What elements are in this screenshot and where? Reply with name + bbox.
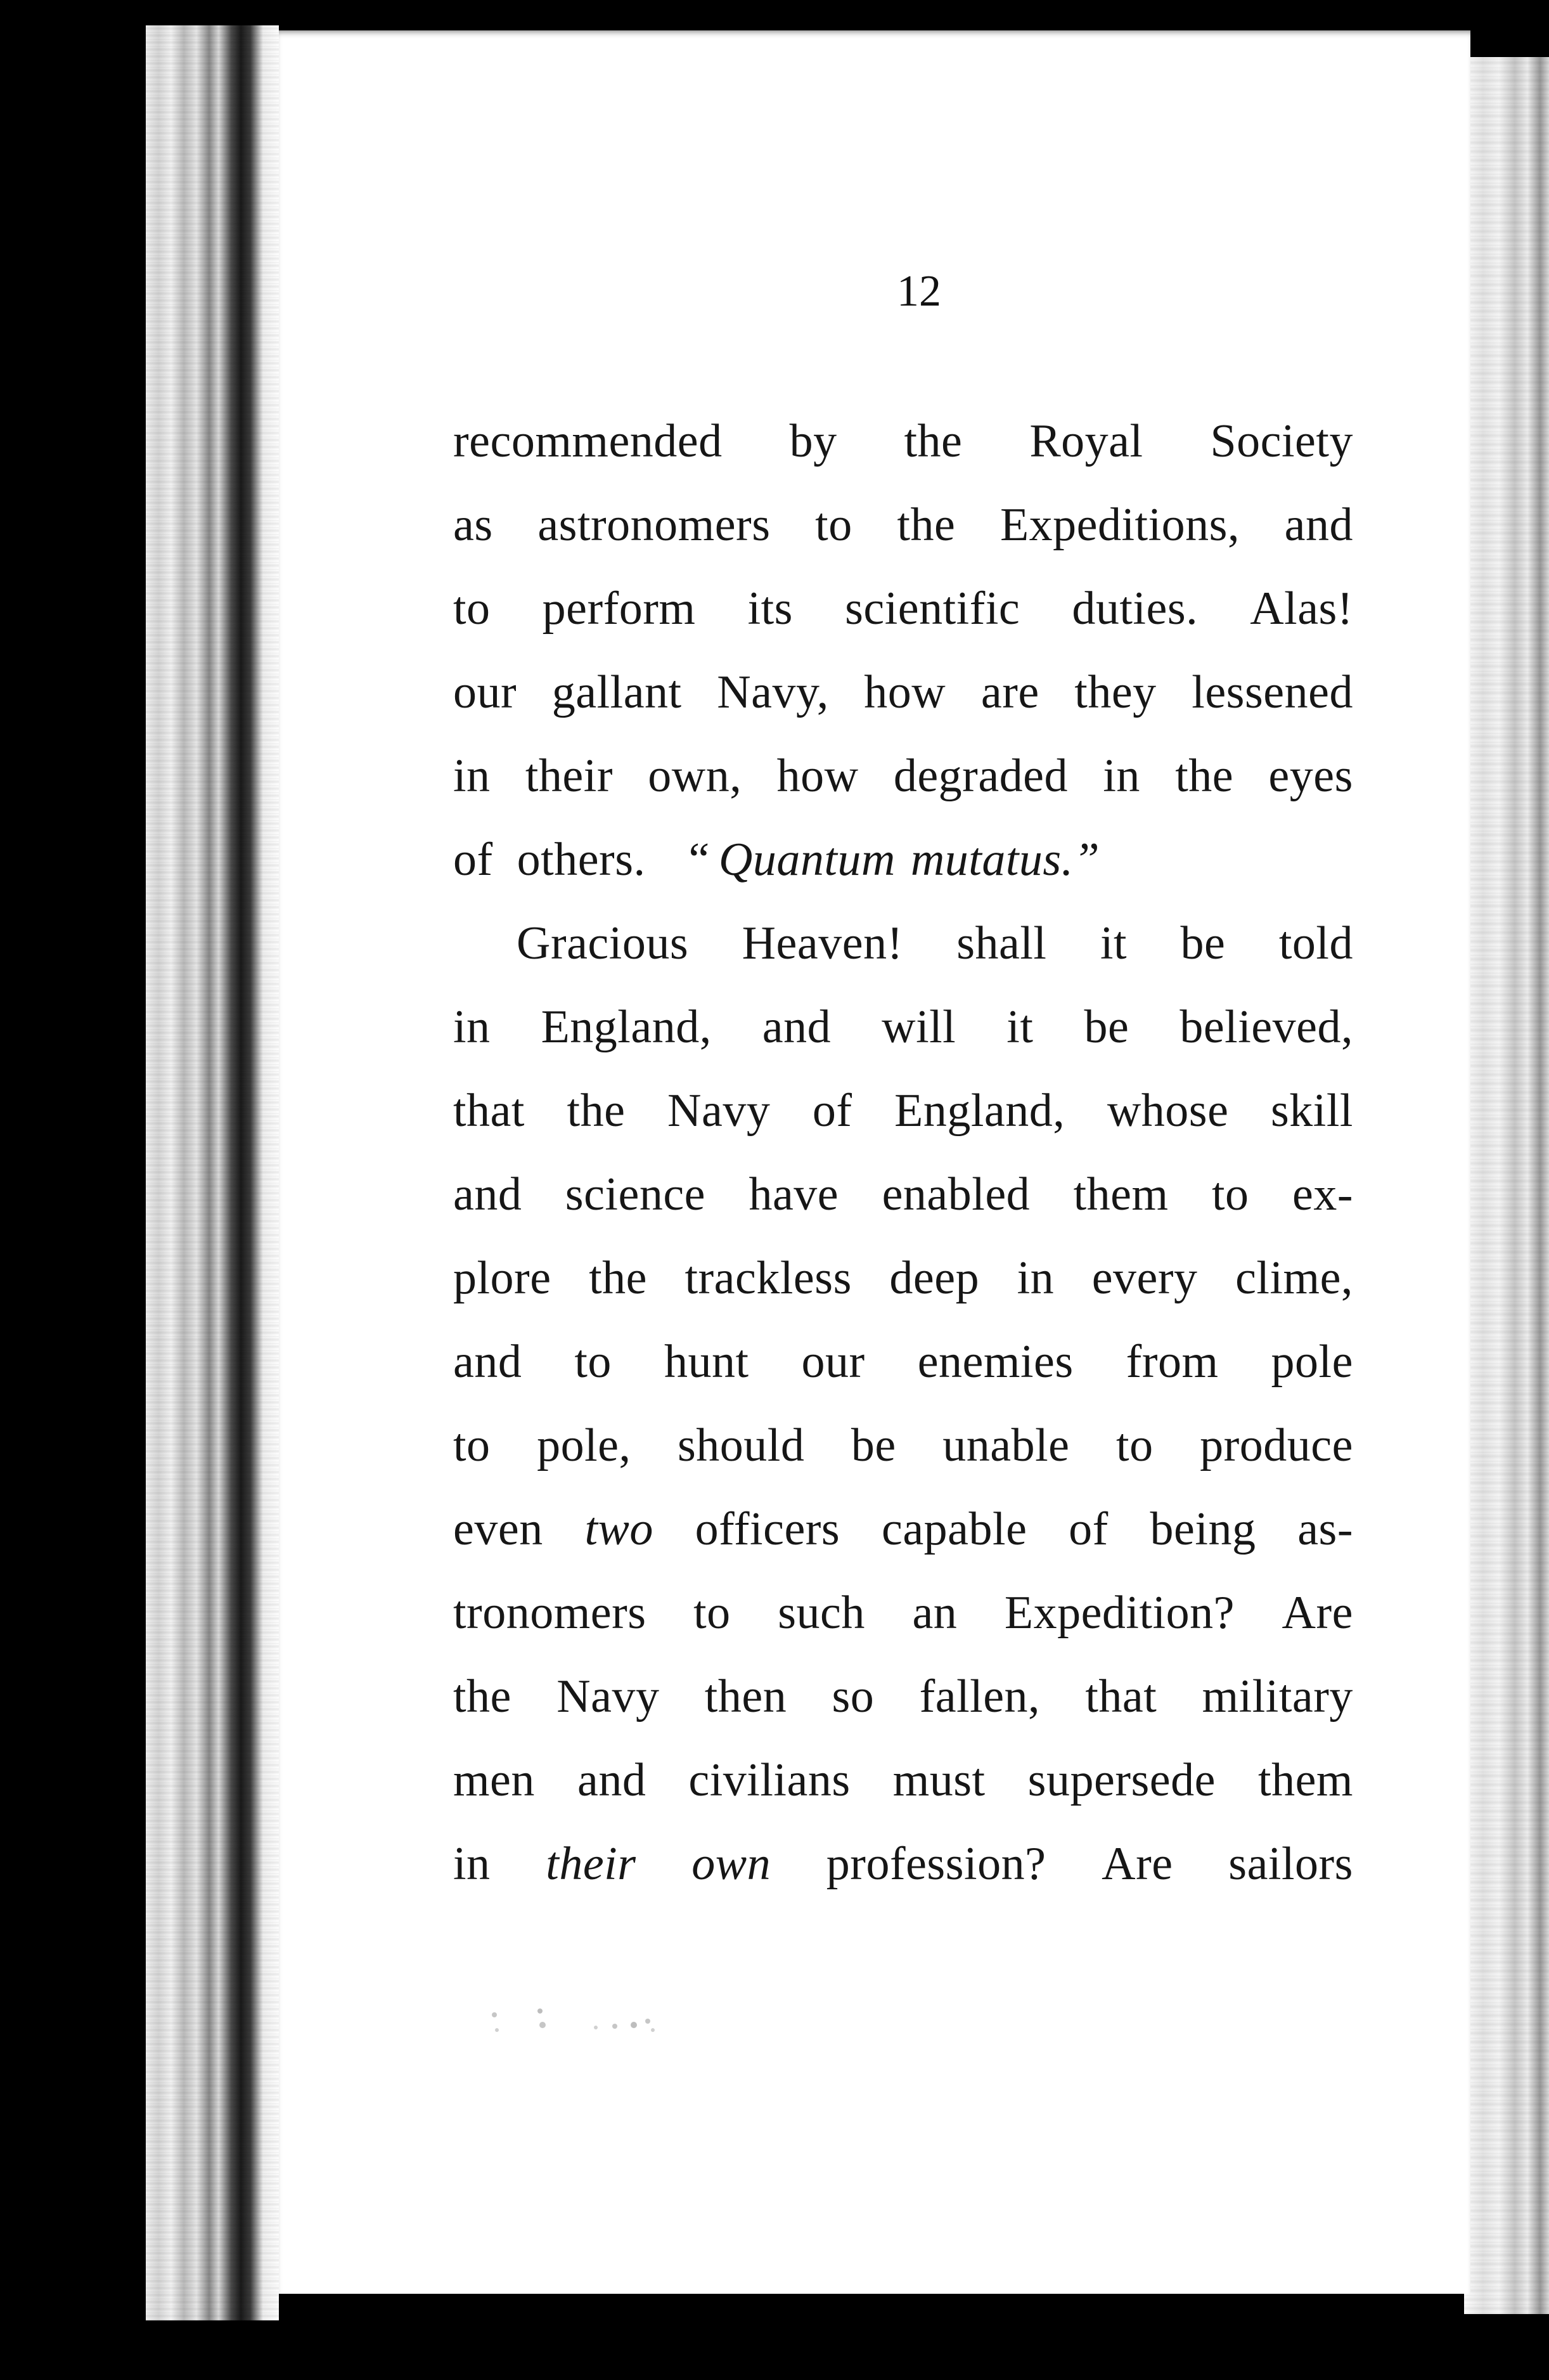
body-text: [453, 399, 1353, 1906]
word: England,: [894, 1085, 1065, 1137]
word: our: [801, 1336, 865, 1388]
word: in: [453, 1838, 491, 1890]
word: two: [584, 1503, 653, 1555]
word: their: [546, 1838, 636, 1890]
word: them: [1073, 1168, 1169, 1220]
word: capable: [881, 1503, 1027, 1555]
word: the: [567, 1085, 626, 1137]
word: skill: [1271, 1085, 1353, 1137]
word: to: [815, 499, 852, 551]
word: shall: [956, 917, 1047, 969]
word: ex-: [1292, 1168, 1353, 1220]
word: Are: [1102, 1838, 1173, 1890]
word: in: [1017, 1252, 1055, 1304]
word: Are: [1282, 1587, 1353, 1639]
word: produce: [1200, 1420, 1353, 1471]
word: from: [1126, 1336, 1219, 1388]
word: how: [776, 750, 859, 802]
word: the: [897, 499, 956, 551]
word: so: [832, 1671, 875, 1723]
word: Gracious: [517, 917, 689, 969]
word: gallant: [551, 666, 682, 718]
word: of: [812, 1085, 852, 1137]
text-line: [453, 734, 1353, 818]
book-page: [279, 30, 1470, 2294]
word: supersede: [1027, 1754, 1216, 1806]
word: that: [453, 1085, 525, 1137]
word: of: [1069, 1503, 1109, 1555]
word: should: [678, 1420, 805, 1471]
word: enabled: [882, 1168, 1031, 1220]
word: own,: [648, 750, 742, 802]
word: officers: [695, 1503, 840, 1555]
word: Society: [1210, 415, 1353, 467]
word: and: [453, 1168, 522, 1220]
word: Alas!: [1250, 583, 1353, 635]
word: being: [1150, 1503, 1256, 1555]
word: degraded: [893, 750, 1069, 802]
word: be: [1084, 1001, 1129, 1053]
word: profession?: [826, 1838, 1046, 1890]
right-page-edges: [1464, 57, 1549, 2314]
text-line: [453, 1320, 1353, 1404]
word: Royal: [1029, 415, 1143, 467]
word: in: [1103, 750, 1140, 802]
word: then: [704, 1671, 787, 1723]
word: to: [574, 1336, 612, 1388]
word: told: [1278, 917, 1353, 969]
word: civilians: [688, 1754, 851, 1806]
word: whose: [1107, 1085, 1229, 1137]
word: in: [453, 1001, 491, 1053]
word: Expeditions,: [999, 499, 1240, 551]
word: even: [453, 1503, 543, 1555]
word: in: [453, 750, 491, 802]
word: the: [904, 415, 963, 467]
word: lessened: [1192, 666, 1353, 718]
word: Navy,: [717, 666, 829, 718]
word: the: [1175, 750, 1234, 802]
ink-smudge-mark: [482, 2002, 710, 2040]
word: to: [1116, 1420, 1154, 1471]
word: and: [453, 1336, 522, 1388]
word: of: [453, 834, 493, 886]
word: they: [1074, 666, 1157, 718]
word: plore: [453, 1252, 551, 1304]
word: and: [577, 1754, 646, 1806]
word: to: [453, 1420, 491, 1471]
word: an: [912, 1587, 958, 1639]
text-line: [453, 1404, 1353, 1487]
text-line: [453, 1571, 1353, 1655]
word: Quantum: [718, 834, 896, 886]
word: scientific: [845, 583, 1020, 635]
word: our: [453, 666, 517, 718]
word: mutatus.”: [910, 834, 1100, 886]
word: Expedition?: [1004, 1587, 1235, 1639]
word: unable: [942, 1420, 1070, 1471]
word: military: [1202, 1671, 1353, 1723]
word: must: [892, 1754, 986, 1806]
text-line: [453, 483, 1353, 567]
text-line: [453, 1822, 1353, 1906]
word: clime,: [1235, 1252, 1353, 1304]
word: duties.: [1072, 583, 1199, 635]
word: its: [747, 583, 793, 635]
word: pole: [1271, 1336, 1353, 1388]
text-line: [453, 818, 1353, 902]
word: Navy: [556, 1671, 660, 1723]
word: be: [1180, 917, 1226, 969]
word: how: [864, 666, 946, 718]
word: will: [882, 1001, 956, 1053]
word: men: [453, 1754, 535, 1806]
word: England,: [541, 1001, 712, 1053]
word: as-: [1297, 1503, 1353, 1555]
word: such: [778, 1587, 865, 1639]
text-line: [453, 567, 1353, 650]
text-line: [453, 902, 1353, 985]
word: trackless: [685, 1252, 852, 1304]
word: Heaven!: [742, 917, 903, 969]
word: the: [589, 1252, 647, 1304]
word: “: [688, 834, 710, 886]
word: as: [453, 499, 493, 551]
word: by: [789, 415, 837, 467]
text-line: [453, 650, 1353, 734]
word: enemies: [917, 1336, 1074, 1388]
word: own: [691, 1838, 771, 1890]
word: their: [525, 750, 613, 802]
word: hunt: [664, 1336, 749, 1388]
page-number: 12: [897, 267, 941, 316]
word: them: [1258, 1754, 1353, 1806]
word: perform: [542, 583, 696, 635]
word: and: [1284, 499, 1353, 551]
word: astronomers: [537, 499, 771, 551]
word: every: [1091, 1252, 1198, 1304]
text-line: [453, 985, 1353, 1069]
text-line: [453, 1487, 1353, 1571]
word: tronomers: [453, 1587, 646, 1639]
word: eyes: [1268, 750, 1353, 802]
word: recommended: [453, 415, 723, 467]
word: pole,: [537, 1420, 631, 1471]
word: to: [1211, 1168, 1249, 1220]
text-line: [453, 1069, 1353, 1153]
word: to: [453, 583, 491, 635]
text-line: [453, 1236, 1353, 1320]
text-line: [453, 1153, 1353, 1236]
word: to: [693, 1587, 731, 1639]
word: the: [453, 1671, 511, 1723]
word: believed,: [1179, 1001, 1353, 1053]
word: and: [762, 1001, 832, 1053]
word: it: [1100, 917, 1128, 969]
word: fallen,: [919, 1671, 1041, 1723]
word: others.: [517, 834, 646, 886]
word: have: [749, 1168, 839, 1220]
text-line: [453, 1655, 1353, 1738]
word: Navy: [667, 1085, 771, 1137]
word: science: [565, 1168, 706, 1220]
word: sailors: [1228, 1838, 1353, 1890]
word: be: [851, 1420, 896, 1471]
word: it: [1006, 1001, 1034, 1053]
word: are: [980, 666, 1039, 718]
text-line: [453, 399, 1353, 483]
left-page-edges: [146, 25, 279, 2320]
word: that: [1085, 1671, 1157, 1723]
text-line: [453, 1738, 1353, 1822]
word: deep: [889, 1252, 980, 1304]
